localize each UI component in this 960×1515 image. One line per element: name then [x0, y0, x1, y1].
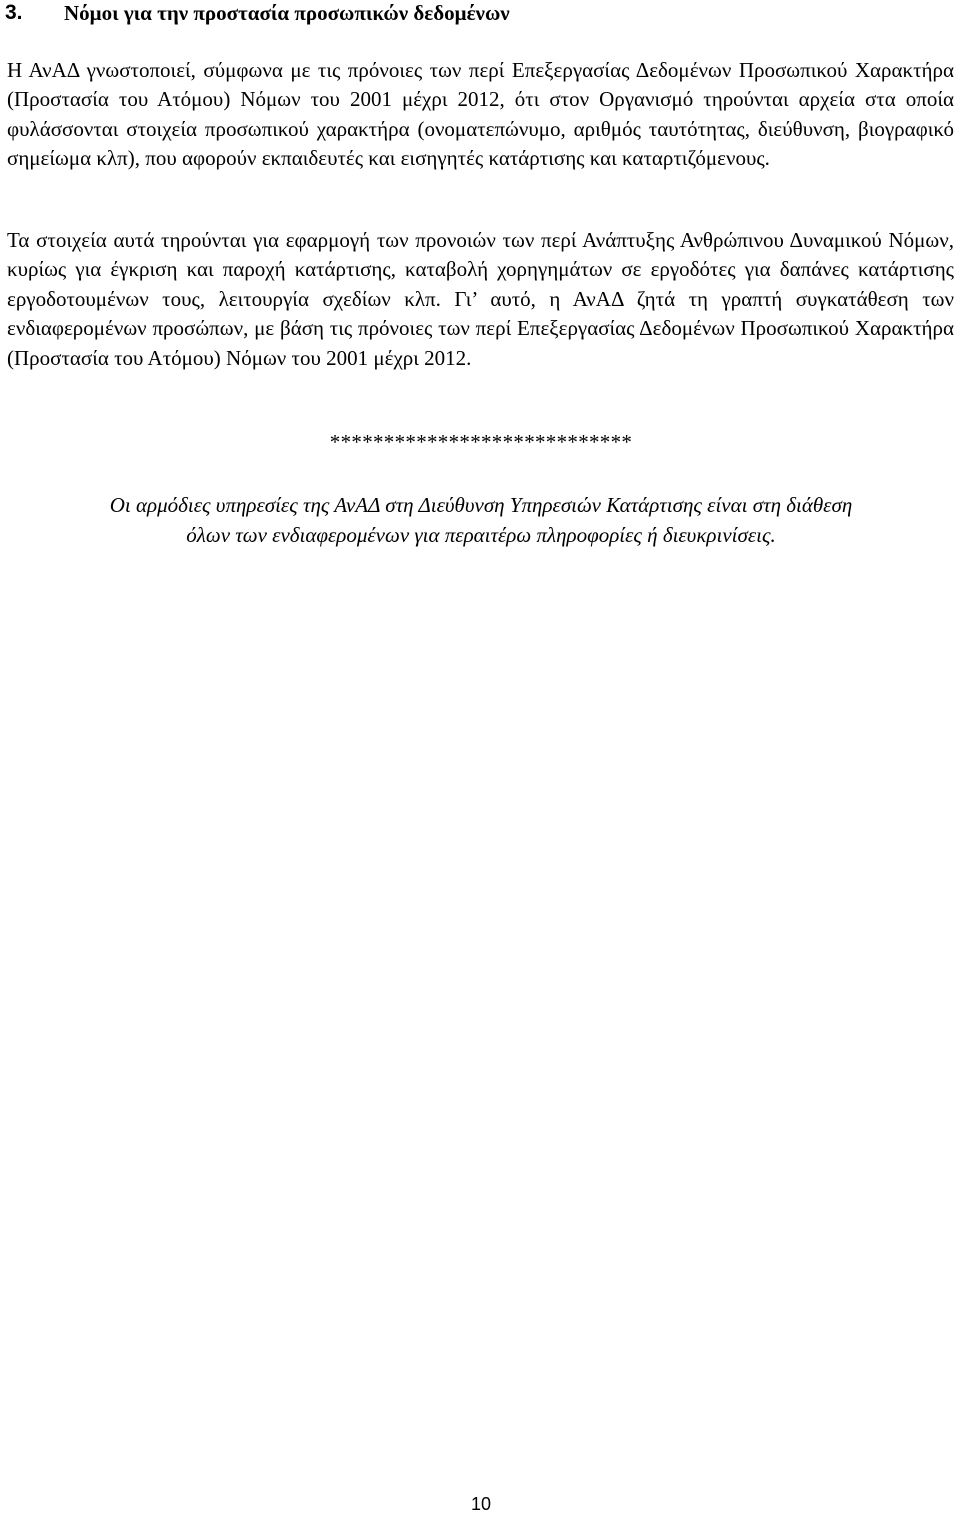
paragraph-data-purpose: Τα στοιχεία αυτά τηρούνται για εφαρμογή των προνοιών των περί Ανάπτυξης Ανθρώπινου Δυναμικού Νόμων, κυρίως για έγκριση και παροχή κατάρτισης, καταβολή χορηγημάτων σε εργοδότες για δαπάνες κατάρτισης εργοδοτουμένων τους, λειτουργία σχεδίων κλπ. Γι’ αυτό, η ΑνΑΔ ζητά τη γραπτή συγκατάθεση των ενδιαφερομένων προσώπων, με βάση τις πρόνοιες των περί Επεξεργασίας Δεδομένων Προσωπικού Χαρακτήρα (Προστασία του Ατόμου) Νόμων του 2001 μέχρι 2012. — [7, 228, 954, 370]
page-number: 10 — [470, 1494, 492, 1514]
contact-note-line-2: όλων των ενδιαφερομένων για περαιτέρω πληροφορίες ή διευκρινίσεις. — [186, 523, 776, 547]
section-number: 3. — [5, 1, 23, 24]
section-heading — [0, 0, 960, 26]
section-title: Νόμοι για την προστασία προσωπικών δεδομένων — [64, 1, 510, 25]
paragraph-data-notice: Η ΑνΑΔ γνωστοποιεί, σύμφωνα με τις πρόνοιες των περί Επεξεργασίας Δεδομένων Προσωπικού Χαρακτήρα (Προστασία του Ατόμου) Νόμων του 2001 μέχρι 2012, ότι στον Οργανισμό τηρούνται αρχεία στα οποία φυλάσσονται στοιχεία προσωπικού χαρακτήρα (ονοματεπώνυμο, αριθμός ταυτότητας, διεύθυνση, βιογραφικό σημείωμα κλπ), που αφορούν εκπαιδευτές και εισηγητές κατάρτισης και καταρτιζόμενους. — [7, 58, 954, 171]
contact-note — [0, 490, 960, 550]
contact-note-line-1: Οι αρμόδιες υπηρεσίες της ΑνΑΔ στη Διεύθυνση Υπηρεσιών Κατάρτισης είναι στη διάθεση — [109, 493, 853, 517]
asterisk-separator: **************************** — [329, 430, 633, 454]
